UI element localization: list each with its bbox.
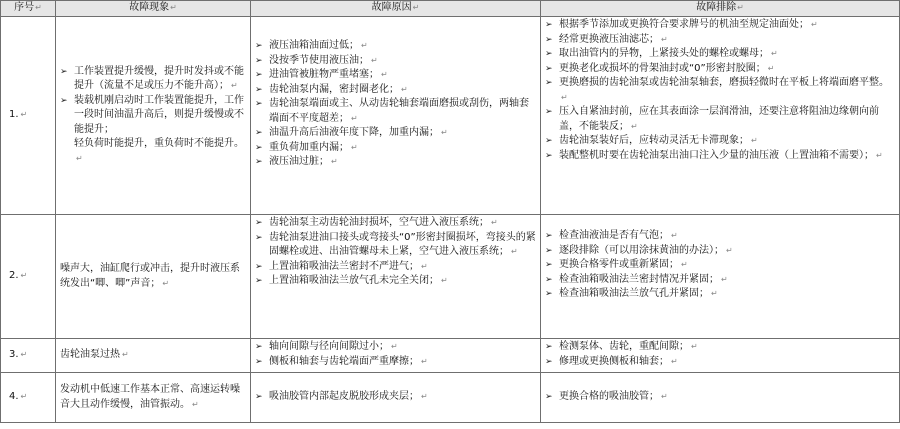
row-fix: [541, 339, 900, 373]
return-mark-icon: [361, 41, 368, 50]
table-row: [1, 373, 900, 423]
list-item: ➢ 更换合格的吸油胶管； ↵: [545, 390, 895, 405]
list-item: ➢ 装配整机时要在齿轮油泵出油口注入少量的油压液（上置油箱不需要）； ↵: [545, 149, 895, 164]
list-item: ➢ 上置油箱吸油法兰放气孔未完全关闭； ↵: [255, 274, 536, 289]
return-mark-icon: [371, 56, 378, 65]
table-row: [1, 215, 900, 339]
list-item: ➢ 齿轮油泵主动齿轮油封损坏，空气进入液压系统； ↵: [255, 216, 536, 231]
row-symptom: 发动机中低速工作基本正常、高速运转噪音大且动作缓慢，油管振动。 ↵: [56, 373, 251, 423]
return-mark-icon: [401, 85, 408, 94]
return-mark-icon: [726, 246, 733, 255]
header-fix: 故障排除 ↵: [541, 1, 900, 17]
list-item: ➢ 检查油液油是否有气泡； ↵: [545, 229, 895, 244]
return-mark-icon: [661, 392, 668, 401]
return-mark-icon: [231, 81, 238, 90]
return-mark-icon: [751, 136, 758, 145]
return-mark-icon: [192, 400, 199, 409]
header-symptom: 故障现象 ↵: [56, 1, 251, 17]
header-row: [1, 1, 900, 17]
return-mark-icon: [491, 218, 498, 227]
return-mark-icon: [21, 110, 28, 119]
return-mark-icon: [441, 276, 448, 285]
return-mark-icon: [441, 128, 448, 137]
symptom-extra: 轻负荷时能提升，重负荷时不能提升。 ↵: [60, 137, 246, 166]
return-mark-icon: [721, 275, 728, 284]
row-cause: [251, 215, 541, 339]
row-fix: [541, 17, 900, 215]
list-item: ➢ 侧板和轴套与齿轮端面严重摩擦； ↵: [255, 355, 536, 370]
list-item: ➢ 更换合格零件或重新紧固； ↵: [545, 258, 895, 273]
list-item: ➢ 检测泵体、齿轮，重配间隙； ↵: [545, 340, 895, 355]
list-item: ➢ 液压油过脏； ↵: [255, 155, 536, 170]
return-mark-icon: [691, 342, 698, 351]
return-mark-icon: [768, 64, 775, 73]
list-item: ➢ 检查油箱吸油法兰密封情况并紧固； ↵: [545, 273, 895, 288]
list-item: ➢ 齿轮油泵端面或主、从动齿轮轴套端面磨损或刮伤，两轴套端面不平度超差； ↵: [255, 97, 536, 126]
list-item: ➢ 逐段排除（可以用涂抹黄油的办法）； ↵: [545, 244, 895, 259]
return-mark-icon: [771, 49, 778, 58]
return-mark-icon: [331, 157, 338, 166]
list-item: ➢ 轴向间隙与径向间隙过小； ↵: [255, 340, 536, 355]
list-item: ➢ 修理或更换侧板和轴套； ↵: [545, 355, 895, 370]
list-item: ➢ 进油管被脏物严重堵塞； ↵: [255, 68, 536, 83]
return-mark-icon: [511, 247, 518, 256]
return-mark-icon: [661, 35, 668, 44]
row-symptom: 齿轮油泵过热 ↵: [56, 339, 251, 373]
row-fix: [541, 215, 900, 339]
list-item: ➢ 齿轮油泵进油口接头或弯接头“0”形密封圈损坏，弯接头的紧固螺栓或进、出油管螺母未上紧，空气进入液压系统； ↵: [255, 231, 536, 260]
return-mark-icon: [561, 93, 568, 102]
return-mark-icon: [413, 3, 420, 12]
list-item: ➢ 更换老化或损坏的骨架油封或“0”形密封胶圈； ↵: [545, 62, 895, 77]
table-row: [1, 339, 900, 373]
row-seq: 4. ↵: [1, 373, 56, 423]
header-seq: 序号 ↵: [1, 1, 56, 17]
return-mark-icon: [76, 154, 83, 163]
list-item: ➢ 没按季节使用液压油； ↵: [255, 54, 536, 69]
return-mark-icon: [351, 143, 358, 152]
return-mark-icon: [421, 262, 428, 271]
return-mark-icon: [162, 279, 169, 288]
return-mark-icon: [631, 122, 638, 131]
row-symptom: [56, 17, 251, 215]
return-mark-icon: [21, 271, 28, 280]
return-mark-icon: [170, 3, 177, 12]
list-item: ➢ 经常更换液压油滤芯； ↵: [545, 33, 895, 48]
header-cause: 故障原因 ↵: [251, 1, 541, 17]
return-mark-icon: [21, 392, 28, 401]
list-item: ➢ 装载机刚启动时工作装置能提升，工作一段时间油温升高后，则提升缓慢或不能提升；: [60, 94, 246, 138]
return-mark-icon: [737, 3, 744, 12]
return-mark-icon: [711, 289, 718, 298]
return-mark-icon: [671, 231, 678, 240]
row-symptom: 噪声大，油缸爬行或冲击，提升时液压系统发出“唧、唧”声音； ↵: [56, 215, 251, 339]
return-mark-icon: [381, 70, 388, 79]
return-mark-icon: [351, 114, 358, 123]
return-mark-icon: [21, 350, 28, 359]
return-mark-icon: [391, 342, 398, 351]
return-mark-icon: [421, 357, 428, 366]
list-item: ➢ 根据季节添加或更换符合要求牌号的机油至规定油面处； ↵: [545, 18, 895, 33]
list-item: ➢ 油温升高后油液年度下降，加重内漏； ↵: [255, 126, 536, 141]
table-row: [1, 17, 900, 215]
return-mark-icon: [671, 357, 678, 366]
return-mark-icon: [876, 151, 883, 160]
list-item: ➢ 更换磨损的齿轮油泵或齿轮油泵轴套，磨损轻微时在平板上将端面磨平整。 ↵: [545, 76, 895, 105]
row-cause: [251, 17, 541, 215]
list-item: ➢ 取出油管内的异物，上紧接头处的螺栓或螺母； ↵: [545, 47, 895, 62]
list-item: ➢ 上置油箱吸油法兰密封不严进气； ↵: [255, 260, 536, 275]
list-item: ➢ 齿轮油泵装好后，应转动灵活无卡滞现象； ↵: [545, 134, 895, 149]
list-item: ➢ 齿轮油泵内漏，密封圈老化； ↵: [255, 83, 536, 98]
return-mark-icon: [681, 260, 688, 269]
list-item: ➢ 重负荷加重内漏； ↵: [255, 141, 536, 156]
row-seq: 1. ↵: [1, 17, 56, 215]
list-item: ➢ 压入自紧油封前，应在其表面涂一层润滑油，还要注意将阻油边缘朝向前盖，不能装反； ↵: [545, 105, 895, 134]
list-item: ➢ 工作装置提升缓慢，提升时发抖或不能提升（流量不足或压力不能升高）； ↵: [60, 65, 246, 94]
list-item: ➢ 检查油箱吸油法兰放气孔并紧固； ↵: [545, 287, 895, 302]
return-mark-icon: [421, 392, 428, 401]
return-mark-icon: [122, 350, 129, 359]
row-cause: [251, 339, 541, 373]
row-seq: 2. ↵: [1, 215, 56, 339]
return-mark-icon: [811, 20, 818, 29]
list-item: ➢ 液压油箱油面过低； ↵: [255, 39, 536, 54]
row-seq: 3. ↵: [1, 339, 56, 373]
row-cause: [251, 373, 541, 423]
row-fix: [541, 373, 900, 423]
return-mark-icon: [35, 3, 42, 12]
list-item: ➢ 吸油胶管内部起皮脱胶形成夹层； ↵: [255, 390, 536, 405]
